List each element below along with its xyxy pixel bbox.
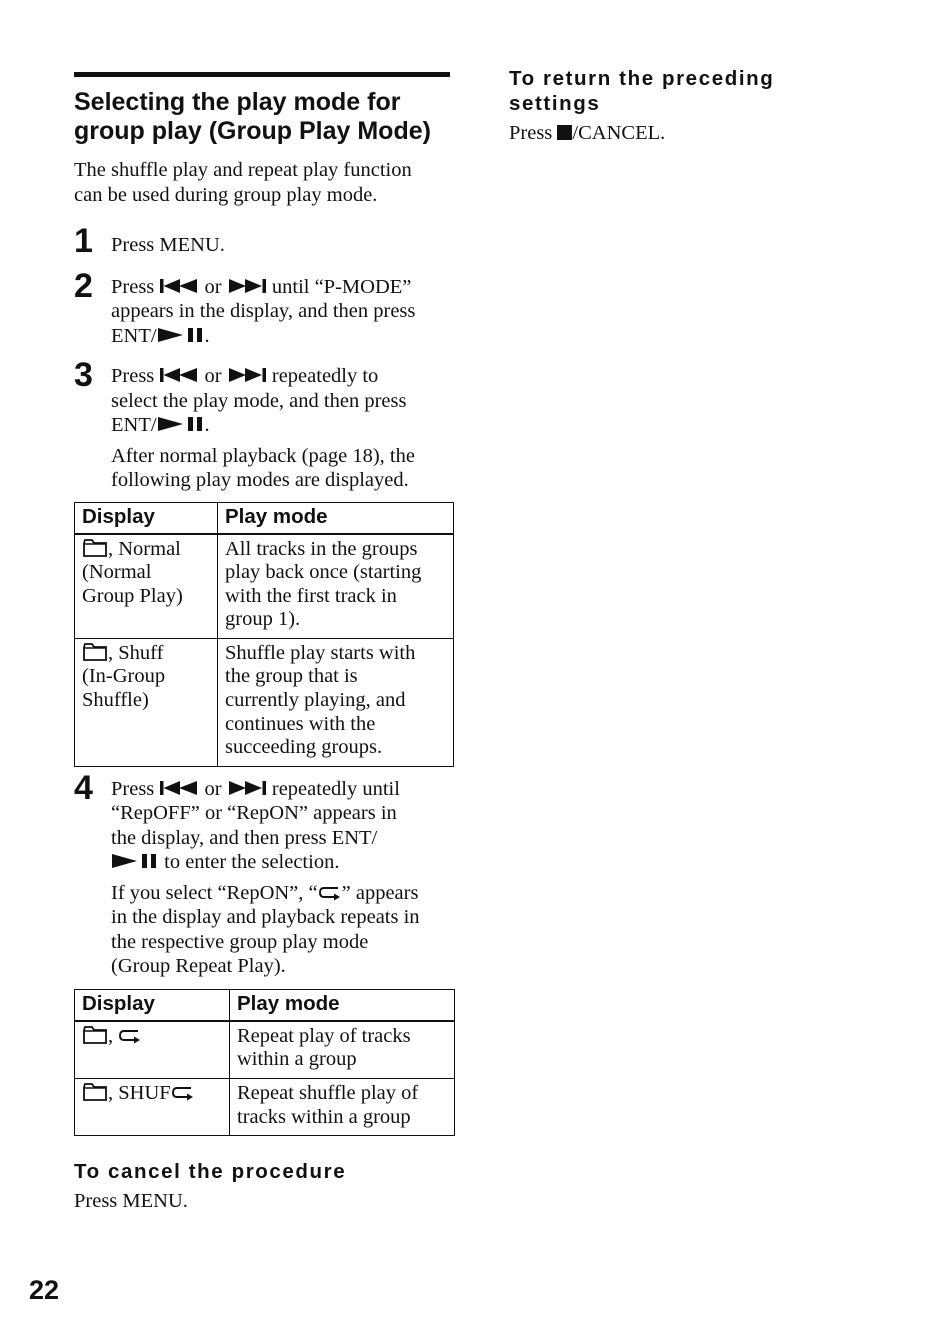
mode-text: the group that is	[225, 665, 358, 688]
table-cell-play-mode	[218, 638, 454, 766]
display-text: , SHUF	[108, 1082, 171, 1105]
step-text: repeatedly until	[271, 777, 400, 800]
mode-text: group 1).	[225, 608, 301, 631]
folder-icon	[82, 1025, 108, 1045]
step-number: 2	[74, 266, 93, 305]
step-1-text: Press MENU.	[111, 234, 225, 256]
display-text: , Shuff	[108, 641, 164, 664]
step-3	[74, 356, 456, 493]
return-text-cancel: /CANCEL.	[572, 122, 666, 144]
mode-text: Repeat shuffle play of	[237, 1082, 419, 1105]
table-row	[75, 534, 454, 639]
step-text: appears in the display, and then press	[111, 300, 416, 322]
return-heading-line-1: To return the preceding	[509, 67, 775, 90]
mode-text: continues with the	[225, 712, 376, 735]
step-text: “RepOFF” or “RepON” appears in	[111, 802, 397, 825]
repeat-mode-table	[74, 989, 455, 1136]
mode-text: Shuffle play starts with	[225, 641, 416, 664]
mode-text: with the first track in	[225, 584, 397, 607]
step-note: If you select “RepON”, “	[111, 881, 318, 904]
table-header-play-mode: Play mode	[230, 989, 455, 1021]
intro-line-1: The shuffle play and repeat play function	[74, 159, 412, 181]
mode-text: currently playing, and	[225, 689, 406, 712]
table-cell-display	[75, 1021, 230, 1079]
right-column	[509, 66, 889, 145]
display-text: (Normal	[82, 561, 152, 584]
title-line-2: group play (Group Play Mode)	[74, 117, 431, 145]
display-text: ,	[108, 1024, 114, 1047]
table-cell-display	[75, 638, 218, 766]
step-text: the display, and then press ENT/	[111, 826, 378, 849]
step-4	[74, 768, 456, 979]
step-text: until “P-MODE”	[271, 275, 412, 298]
step-text: or	[204, 275, 222, 298]
mode-text: succeeding groups.	[225, 736, 383, 759]
play-mode-table	[74, 502, 454, 767]
step-text: ENT/	[111, 324, 157, 347]
step-note: the respective group play mode	[111, 930, 369, 953]
cancel-heading: To cancel the procedure	[74, 1160, 347, 1184]
repeat-icon	[118, 1027, 142, 1045]
step-1	[74, 222, 456, 260]
step-text: repeatedly to	[271, 365, 379, 387]
table-cell-play-mode	[230, 1021, 455, 1079]
table-header-display: Display	[75, 502, 218, 534]
step-note: (Group Repeat Play).	[111, 955, 286, 978]
prev-track-icon	[159, 367, 199, 383]
next-track-icon	[227, 780, 267, 796]
table-header-play-mode: Play mode	[218, 502, 454, 534]
step-text: Press	[111, 365, 155, 387]
display-text: , Normal	[108, 537, 181, 560]
return-heading-line-2: settings	[509, 92, 601, 115]
step-text: to enter the selection.	[164, 851, 340, 874]
intro-paragraph	[74, 158, 456, 207]
prev-track-icon	[159, 780, 199, 796]
next-track-icon	[227, 367, 267, 383]
stop-icon	[557, 125, 572, 140]
step-text: or	[204, 365, 222, 387]
table-row	[75, 1079, 455, 1136]
mode-text: All tracks in the groups	[225, 537, 418, 560]
repeat-icon	[171, 1084, 195, 1102]
play-pause-icon	[157, 416, 205, 432]
table-cell-play-mode	[230, 1079, 455, 1136]
cancel-text: Press MENU.	[74, 1190, 188, 1213]
prev-track-icon	[159, 278, 199, 294]
play-pause-icon	[111, 853, 159, 869]
step-number: 4	[74, 768, 93, 807]
step-number: 3	[74, 356, 93, 394]
step-text: .	[204, 324, 210, 347]
mode-text: play back once (starting	[225, 561, 422, 584]
step-text: Press	[111, 275, 155, 298]
display-text: Group Play)	[82, 584, 183, 607]
intro-line-2: can be used during group play mode.	[74, 183, 378, 206]
repeat-icon	[318, 884, 342, 902]
step-note: ” appears	[341, 881, 419, 904]
step-number: 1	[74, 222, 93, 260]
return-text	[509, 121, 889, 145]
folder-icon	[82, 1082, 108, 1102]
table-header-display: Display	[75, 989, 230, 1021]
step-note: in the display and playback repeats in	[111, 906, 420, 929]
table-cell-display	[75, 1079, 230, 1136]
step-note: following play modes are displayed.	[111, 469, 409, 491]
next-track-icon	[227, 278, 267, 294]
mode-text: tracks within a group	[237, 1105, 411, 1128]
section-rule	[74, 72, 450, 77]
step-text: or	[204, 777, 222, 800]
step-text: ENT/	[111, 414, 157, 436]
table-cell-display	[75, 534, 218, 639]
mode-text: Repeat play of tracks	[237, 1024, 411, 1047]
step-text: Press	[111, 777, 155, 800]
step-text: select the play mode, and then press	[111, 389, 407, 412]
left-column	[74, 72, 456, 1213]
play-pause-icon	[157, 327, 205, 343]
return-heading	[509, 66, 889, 116]
table-cell-play-mode	[218, 534, 454, 639]
page-number: 22	[29, 1275, 60, 1305]
mode-text: within a group	[237, 1048, 357, 1071]
step-2	[74, 266, 456, 349]
section-title	[74, 88, 456, 146]
step-note: After normal playback (page 18), the	[111, 444, 415, 467]
table-row	[75, 1021, 455, 1079]
step-text: .	[204, 414, 210, 436]
folder-icon	[82, 642, 108, 662]
display-text: Shuffle)	[82, 689, 149, 712]
folder-icon	[82, 538, 108, 558]
display-text: (In-Group	[82, 665, 166, 688]
title-line-1: Selecting the play mode for	[74, 88, 401, 116]
table-row	[75, 638, 454, 766]
return-text-press: Press	[509, 122, 553, 144]
